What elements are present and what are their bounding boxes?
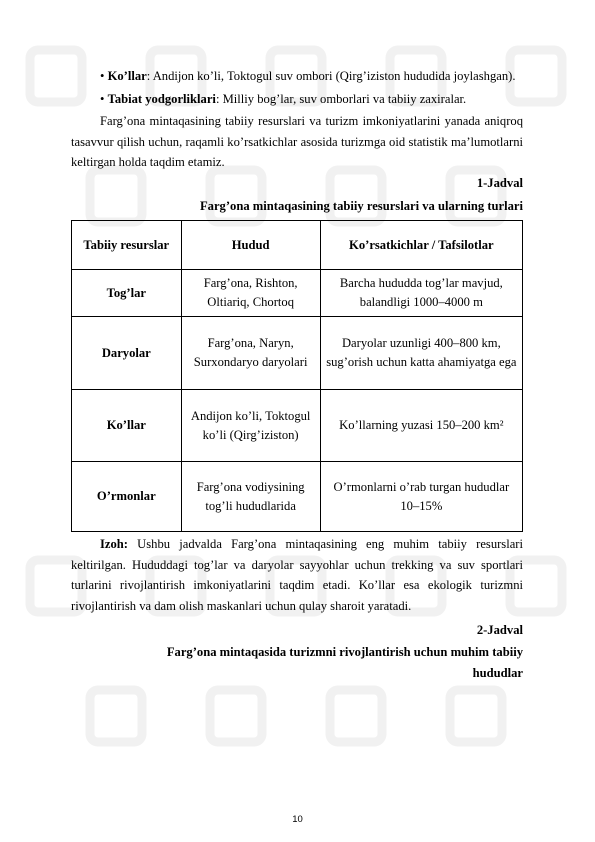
cell-details: Ko’llarning yuzasi 150–200 km² <box>320 390 522 462</box>
table-row <box>72 270 523 317</box>
header-region: Hudud <box>181 221 320 270</box>
table-row <box>72 390 523 462</box>
cell-region: Farg’ona, Naryn, Surxondaryo daryolari <box>181 317 320 390</box>
cell-region: Farg’ona, Rishton, Oltiariq, Chortoq <box>181 270 320 317</box>
bullet-nature-monuments <box>71 89 523 110</box>
bullet-lakes <box>71 66 523 87</box>
note-paragraph <box>71 534 523 616</box>
bullet-text: : Milliy bog’lar, suv omborlari va tabiiy zaxiralar. <box>215 91 467 106</box>
cell-region: Andijon ko’li, Toktogul ko’li (Qirg’iziston) <box>181 390 320 462</box>
cell-details: Barcha hududda tog’lar mavjud, balandligi 1000–4000 m <box>320 270 522 317</box>
table2-label: 2-Jadval <box>476 622 523 637</box>
table-header-row <box>72 221 523 270</box>
header-details: Ko’rsatkichlar / Tafsilotlar <box>320 221 522 270</box>
note-text: Ushbu jadvalda Farg’ona mintaqasining eng muhim tabiiy resurslari keltirilgan. Hududdagi tog’lar va daryolar sayyohlar uchun trekking va suv sportlari turlarini rivojlantirish imkoniyatlarini taqdim etadi. Ko’llar esa ekologik turizmni rivojlantirish va dam olish maskanlari uchun qulay sharoit yaratadi. <box>71 537 523 613</box>
resources-table <box>71 220 523 532</box>
bullet-term: Ko’llar <box>107 69 147 83</box>
cell-details: O’rmonlarni o’rab turgan hududlar 10–15% <box>320 462 522 532</box>
table1-label: 1-Jadval <box>476 175 523 190</box>
cell-resource: Ko’llar <box>72 390 182 462</box>
bullet-dot-icon: • <box>100 69 105 83</box>
page-number: 10 <box>292 814 303 825</box>
table-row <box>72 317 523 390</box>
cell-resource: Tog’lar <box>72 270 182 317</box>
note-label: Izoh: <box>100 537 128 552</box>
bullet-text: : Andijon ko’li, Toktogul suv ombori (Qirg’iziston hududida joylashgan). <box>146 69 516 83</box>
table1-title: Farg’ona mintaqasining tabiiy resurslari va ularning turlari <box>199 198 523 213</box>
page-content <box>71 66 523 683</box>
header-resources: Tabiiy resurslar <box>72 221 182 270</box>
table2-title: Farg’ona mintaqasida turizmni rivojlantirish uchun muhim tabiiy hududlar <box>166 645 523 680</box>
table-row <box>72 462 523 532</box>
cell-resource: Daryolar <box>72 317 182 390</box>
intro-paragraph: Farg’ona mintaqasining tabiiy resurslari va turizm imkoniyatlarini yanada aniqroq tasavvur qilish uchun, raqamli ko’rsatkichlar asosida turizmga oid statistik ma’lumotlarni keltirgan holda taqdim etamiz. <box>71 114 523 170</box>
cell-details: Daryolar uzunligi 400–800 km, sug’orish uchun katta ahamiyatga ega <box>320 317 522 390</box>
bullet-dot-icon: • <box>100 91 105 106</box>
cell-region: Farg’ona vodiysining tog’li hududlarida <box>181 462 320 532</box>
cell-resource: O’rmonlar <box>72 462 182 532</box>
bullet-term: Tabiat yodgorliklari <box>107 91 216 106</box>
